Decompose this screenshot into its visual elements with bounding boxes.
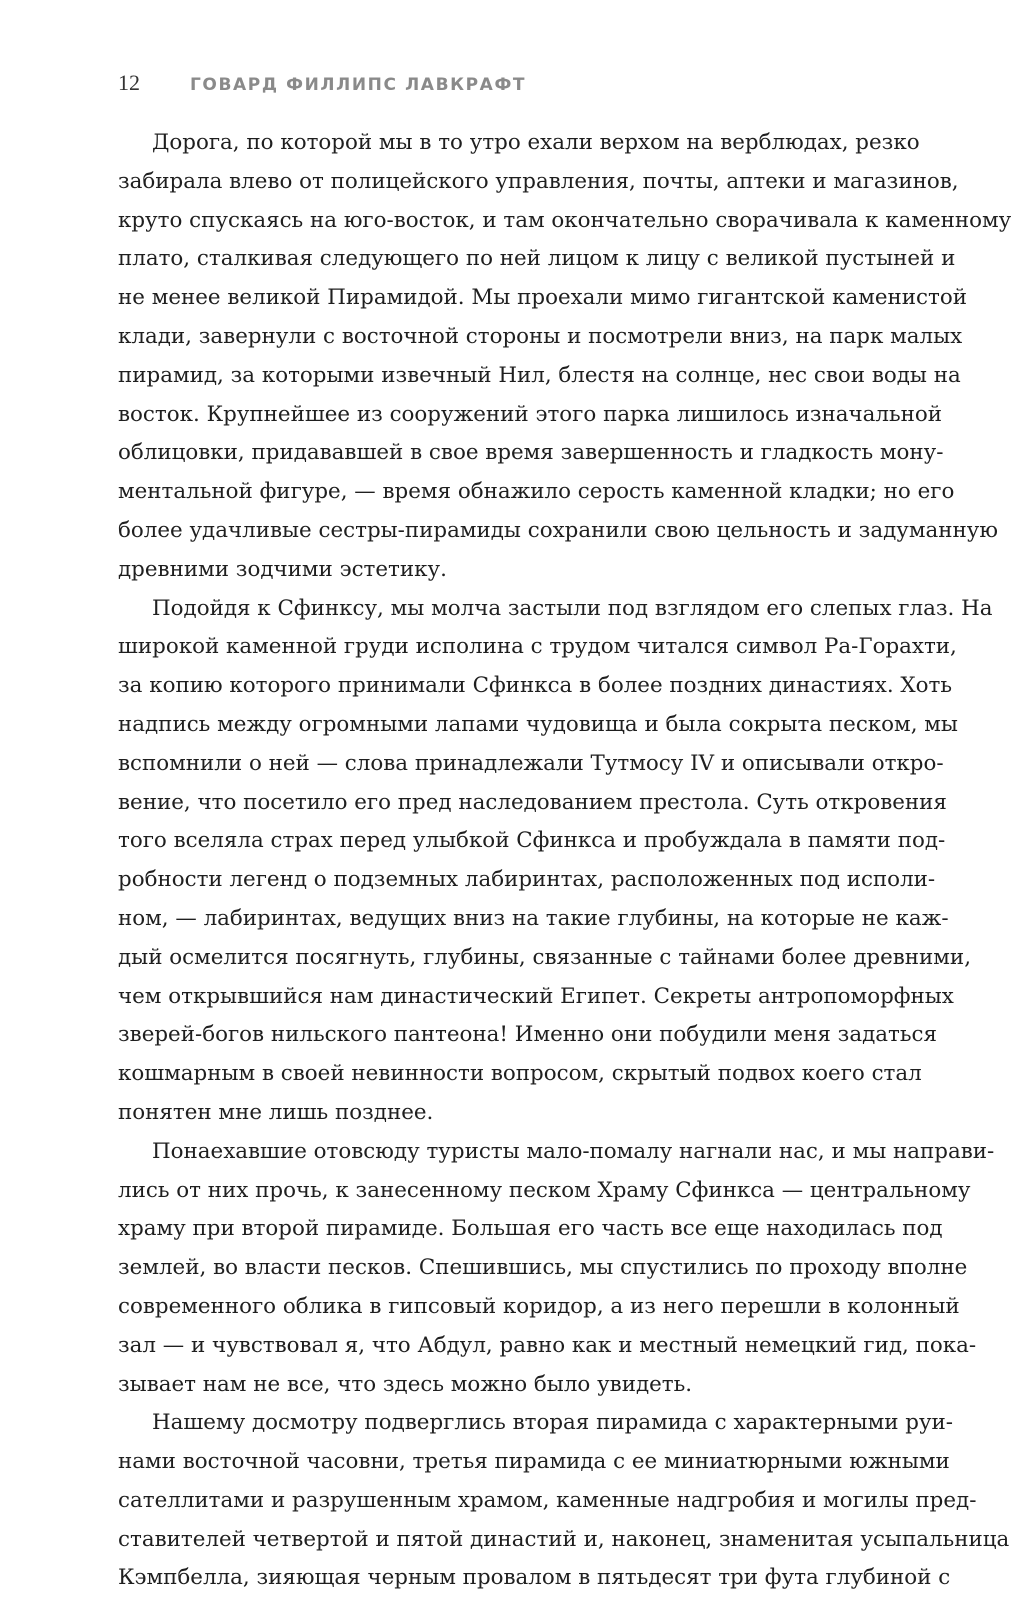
- text-line: более удачливые сестры-пирамиды сохранили свою цельность и задуманную: [118, 517, 998, 543]
- text-line: надпись между огромными лапами чудовища и была сокрыта песком, мы: [118, 711, 958, 737]
- text-line: клади, завернули с восточной стороны и посмотрели вниз, на парк малых: [118, 323, 963, 349]
- text-line: вение, что посетило его пред наследованием престола. Суть откровения: [118, 789, 947, 815]
- paragraph-2: [118, 590, 993, 1133]
- text-line: Дорога, по которой мы в то утро ехали верхом на верблюдах, резко: [152, 130, 920, 155]
- text-line: Нашему досмотру подверглись вторая пирамида с характерными руи-: [152, 1410, 954, 1436]
- text-line: робности легенд о подземных лабиринтах, расположенных под исполи-: [118, 867, 936, 893]
- text-line: вспомнили о ней — слова принадлежали Тутмосу IV и описывали откро-: [118, 750, 944, 776]
- text-line: плато, сталкивая следующего по ней лицом к лицу с великой пустыней и: [118, 246, 956, 272]
- text-line: Подойдя к Сфинксу, мы молча застыли под взглядом его слепых глаз. На: [152, 595, 993, 621]
- text-line: сателлитами и разрушенным храмом, каменные надгробия и могилы пред-: [118, 1487, 977, 1513]
- text-line: храму при второй пирамиде. Большая его часть все еще находилась под: [118, 1216, 943, 1242]
- text-line: зверей-богов нильского пантеона! Именно они побудили меня задаться: [118, 1022, 937, 1048]
- text-line: ном, — лабиринтах, ведущих вниз на такие глубины, на которые не каж-: [118, 905, 949, 931]
- text-line: чем открывшийся нам династический Египет. Секреты антропоморфных: [118, 983, 954, 1009]
- text-line: нами восточной часовни, третья пирамида с ее миниатюрными южными: [118, 1449, 950, 1475]
- text-line: лись от них прочь, к занесенному песком Храму Сфинкса — центральному: [118, 1177, 971, 1203]
- text-line: того вселяла страх перед улыбкой Сфинкса и пробуждала в памяти под-: [118, 828, 946, 854]
- text-line: облицовки, придававшей в свое время завершенность и гладкость мону-: [118, 440, 944, 466]
- paragraph-3: [118, 1133, 995, 1405]
- text-line: зывает нам не все, что здесь можно было увидеть.: [118, 1371, 693, 1397]
- body-text: [118, 124, 1011, 1598]
- text-line: не менее великой Пирамидой. Мы проехали мимо гигантской каменистой: [118, 285, 967, 311]
- text-line: круто спускаясь на юго-восток, и там окончательно сворачивала к каменному: [118, 207, 1011, 233]
- text-line: кошмарным в своей невинности вопросом, скрытый подвох коего стал: [118, 1061, 922, 1087]
- page-number: 12: [118, 70, 140, 95]
- text-line: восток. Крупнейшее из сооружений этого парка лишилось изначальной: [118, 401, 943, 427]
- text-line: современного облика в гипсовый коридор, а из него перешли в колонный: [118, 1293, 960, 1319]
- text-line: широкой каменной груди исполина с трудом читался символ Ра-Горахти,: [118, 634, 957, 660]
- paragraph-1: [118, 124, 1011, 590]
- running-header: [118, 70, 888, 102]
- text-line: забирала влево от полицейского управления, почты, аптеки и магазинов,: [118, 168, 959, 194]
- text-line: Кэмпбелла, зияющая черным провалом в пятьдесят три фута глубиной с: [118, 1565, 951, 1591]
- text-line: понятен мне лишь позднее.: [118, 1099, 434, 1125]
- text-line: Понаехавшие отовсюду туристы мало-помалу нагнали нас, и мы направи-: [152, 1138, 995, 1164]
- paragraph-4: [118, 1404, 1010, 1598]
- text-line: древними зодчими эстетику.: [118, 556, 447, 582]
- text-line: ставителей четвертой и пятой династий и, наконец, знаменитая усыпальница: [118, 1526, 1010, 1552]
- text-line: дый осмелится посягнуть, глубины, связанные с тайнами более древними,: [118, 944, 971, 970]
- text-line: пирамид, за которыми извечный Нил, блестя на солнце, нес свои воды на: [118, 362, 961, 388]
- book-author-header: ГОВАРД ФИЛЛИПС ЛАВКРАФТ: [190, 75, 527, 95]
- text-line: землей, во власти песков. Спешившись, мы спустились по проходу вполне: [118, 1255, 968, 1281]
- text-line: зал — и чувствовал я, что Абдул, равно как и местный немецкий гид, пока-: [118, 1332, 977, 1358]
- text-line: за копию которого принимали Сфинкса в более поздних династиях. Хоть: [118, 673, 953, 699]
- text-line: ментальной фигуре, — время обнажило серость каменной кладки; но его: [118, 479, 955, 505]
